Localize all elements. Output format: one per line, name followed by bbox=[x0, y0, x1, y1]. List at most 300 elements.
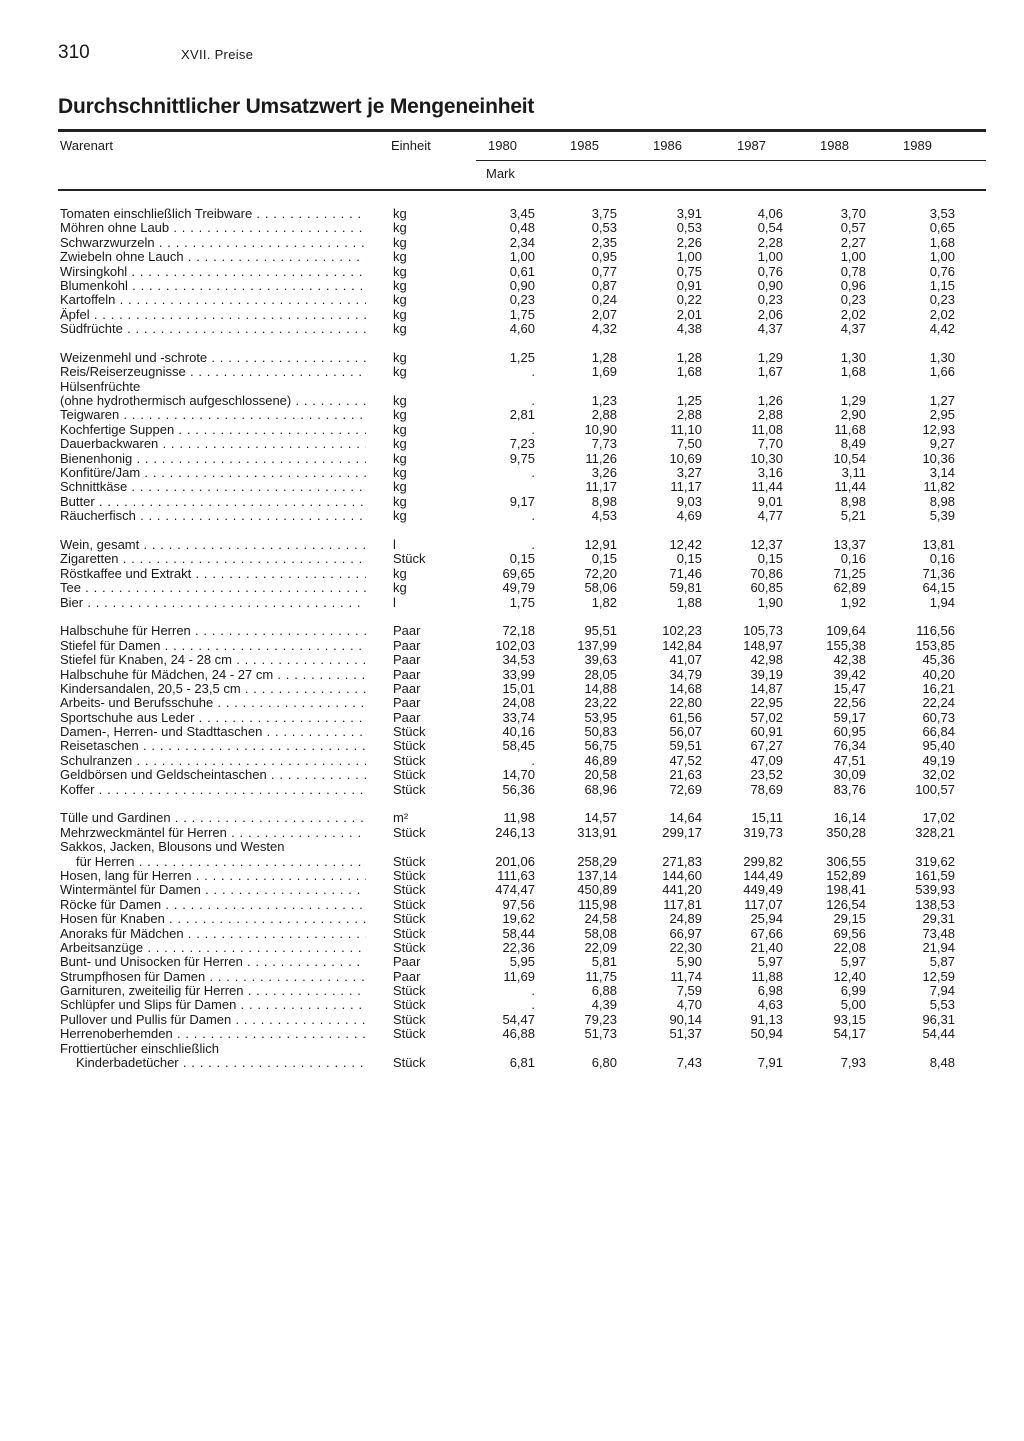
value-1986: 1,68 bbox=[676, 364, 702, 380]
value-1980: . bbox=[531, 983, 535, 999]
header-einheit: Einheit bbox=[391, 138, 431, 153]
row-label: Schlüpfer und Slips für Damen . . . bbox=[60, 998, 366, 1012]
value-1980: 1,00 bbox=[509, 249, 535, 265]
value-1989: 5,39 bbox=[929, 508, 955, 524]
value-1987: 21,40 bbox=[750, 939, 783, 955]
value-1988: 126,54 bbox=[826, 896, 866, 912]
value-1986: 71,46 bbox=[669, 565, 702, 581]
table-row bbox=[0, 452, 1024, 466]
value-1988: 0,57 bbox=[840, 220, 866, 236]
row-label: Südfrüchte . . . bbox=[60, 322, 366, 336]
table-row bbox=[0, 279, 1024, 293]
value-1985: 56,75 bbox=[584, 738, 617, 754]
value-1987: 7,91 bbox=[757, 1055, 783, 1071]
row-unit: Paar bbox=[393, 954, 421, 970]
value-1989: 0,65 bbox=[929, 220, 955, 236]
row-label: Dauerbackwaren . . . bbox=[60, 437, 366, 451]
row-label: Kochfertige Suppen . . . bbox=[60, 423, 366, 437]
value-1980: 33,74 bbox=[502, 709, 535, 725]
value-1989: 60,73 bbox=[922, 709, 955, 725]
value-1986: 7,43 bbox=[676, 1055, 702, 1071]
value-1980: 1,75 bbox=[509, 306, 535, 322]
row-unit: Stück bbox=[393, 867, 426, 883]
row-unit: Paar bbox=[393, 968, 421, 984]
value-1988: 39,42 bbox=[833, 666, 866, 682]
table-row bbox=[0, 480, 1024, 494]
value-1985: 51,73 bbox=[584, 1026, 617, 1042]
value-1986: 11,74 bbox=[670, 968, 702, 984]
row-label: Konfitüre/Jam . . . bbox=[60, 466, 366, 480]
value-1987: 25,94 bbox=[750, 911, 783, 927]
row-unit: Stück bbox=[393, 738, 426, 754]
value-1987: 47,09 bbox=[750, 752, 783, 768]
row-unit: Stück bbox=[393, 781, 426, 797]
row-label: Schulranzen . . . bbox=[60, 754, 366, 768]
section-heading: XVII. Preise bbox=[181, 47, 254, 62]
row-unit: kg bbox=[393, 321, 407, 337]
value-1985: 2,07 bbox=[591, 306, 617, 322]
table-row bbox=[0, 1027, 1024, 1041]
value-1986: 51,37 bbox=[669, 1026, 702, 1042]
header-year-1986: 1986 bbox=[653, 138, 682, 153]
value-1985: 14,57 bbox=[584, 810, 617, 826]
value-1988: 306,55 bbox=[826, 853, 866, 869]
table-row bbox=[0, 1042, 1024, 1056]
value-1980: 201,06 bbox=[495, 853, 535, 869]
value-1988: 3,11 bbox=[841, 465, 866, 481]
row-label: Äpfel . . . bbox=[60, 308, 366, 322]
table-row bbox=[0, 668, 1024, 682]
header-year-1987: 1987 bbox=[737, 138, 766, 153]
row-label: Butter . . . bbox=[60, 495, 366, 509]
value-1985: 2,35 bbox=[591, 234, 617, 250]
row-label: Damen-, Herren- und Stadttaschen . . . bbox=[60, 725, 366, 739]
row-unit: Stück bbox=[393, 911, 426, 927]
value-1980: 111,63 bbox=[497, 867, 535, 883]
table-row bbox=[0, 624, 1024, 638]
row-label: Schnittkäse . . . bbox=[60, 480, 366, 494]
value-1985: 313,91 bbox=[577, 824, 617, 840]
value-1989: 1,30 bbox=[929, 349, 955, 365]
value-1986: 2,26 bbox=[676, 234, 702, 250]
table-row bbox=[0, 207, 1024, 221]
row-unit: kg bbox=[393, 436, 407, 452]
header-mid-rule bbox=[476, 160, 986, 161]
table-row bbox=[0, 380, 1024, 394]
value-1987: 10,30 bbox=[750, 450, 783, 466]
value-1980: . bbox=[531, 393, 535, 409]
value-1985: 1,82 bbox=[591, 594, 617, 610]
group-spacer bbox=[0, 610, 1024, 624]
value-1986: 0,15 bbox=[676, 551, 702, 567]
table-row bbox=[0, 754, 1024, 768]
value-1989: 5,53 bbox=[929, 997, 955, 1013]
value-1986: 10,69 bbox=[669, 450, 702, 466]
table-row bbox=[0, 394, 1024, 408]
value-1989: 49,19 bbox=[922, 752, 955, 768]
header-year-1980: 1980 bbox=[488, 138, 517, 153]
value-1989: 1,66 bbox=[929, 364, 955, 380]
value-1985: 4,53 bbox=[591, 508, 617, 524]
row-label: Bienenhonig . . . bbox=[60, 452, 366, 466]
row-label: Hosen, lang für Herren . . . bbox=[60, 869, 366, 883]
row-label: Räucherfisch . . . bbox=[60, 509, 366, 523]
value-1987: 60,91 bbox=[750, 724, 783, 740]
group-spacer bbox=[0, 337, 1024, 351]
value-1989: 13,81 bbox=[922, 536, 955, 552]
value-1985: 0,15 bbox=[591, 551, 617, 567]
table-row bbox=[0, 970, 1024, 984]
value-1989: 73,48 bbox=[922, 925, 955, 941]
table-row bbox=[0, 711, 1024, 725]
value-1988: 5,97 bbox=[840, 954, 866, 970]
value-1987: 4,37 bbox=[757, 321, 783, 337]
row-label: Frottiertücher einschließlich bbox=[60, 1041, 219, 1056]
value-1986: 11,10 bbox=[670, 421, 702, 437]
value-1985: 46,89 bbox=[584, 752, 617, 768]
value-1980: 0,48 bbox=[509, 220, 535, 236]
value-1988: 350,28 bbox=[826, 824, 866, 840]
row-unit: kg bbox=[393, 306, 407, 322]
value-1985: 11,17 bbox=[585, 479, 617, 495]
row-label: Kartoffeln . . . bbox=[60, 293, 366, 307]
table-row bbox=[0, 639, 1024, 653]
value-1985: 12,91 bbox=[584, 536, 617, 552]
value-1987: 1,26 bbox=[757, 393, 783, 409]
row-unit: Stück bbox=[393, 824, 426, 840]
value-1980: . bbox=[531, 508, 535, 524]
table-row bbox=[0, 293, 1024, 307]
value-1980: 97,56 bbox=[502, 896, 535, 912]
row-label: Geldbörsen und Geldscheintaschen . . . bbox=[60, 768, 366, 782]
header-year-1989: 1989 bbox=[903, 138, 932, 153]
value-1989: 539,93 bbox=[915, 882, 955, 898]
value-1986: 4,70 bbox=[676, 997, 702, 1013]
value-1989: 0,76 bbox=[929, 263, 955, 279]
table-row bbox=[0, 1056, 1024, 1070]
row-unit: Paar bbox=[393, 666, 421, 682]
table-row bbox=[0, 1013, 1024, 1027]
table-row bbox=[0, 423, 1024, 437]
value-1985: 53,95 bbox=[584, 709, 617, 725]
value-1985: 4,39 bbox=[591, 997, 617, 1013]
value-1988: 4,37 bbox=[840, 321, 866, 337]
value-1986: 4,69 bbox=[676, 508, 702, 524]
value-1980: 0,15 bbox=[509, 551, 535, 567]
value-1988: 0,78 bbox=[840, 263, 866, 279]
table-row bbox=[0, 322, 1024, 336]
row-label: Reisetaschen . . . bbox=[60, 739, 366, 753]
value-1980: 2,81 bbox=[509, 407, 535, 423]
value-1989: 328,21 bbox=[915, 824, 955, 840]
value-1988: 7,93 bbox=[840, 1055, 866, 1071]
row-unit: Stück bbox=[393, 551, 426, 567]
row-unit: Stück bbox=[393, 997, 426, 1013]
value-1986: 2,88 bbox=[676, 407, 702, 423]
value-1980: 474,47 bbox=[495, 882, 535, 898]
value-1980: 0,61 bbox=[509, 263, 535, 279]
value-1987: 11,44 bbox=[751, 479, 783, 495]
value-1988: 2,90 bbox=[840, 407, 866, 423]
value-1987: 12,37 bbox=[750, 536, 783, 552]
value-1989: 16,21 bbox=[922, 680, 955, 696]
value-1985: 4,32 bbox=[591, 321, 617, 337]
value-1988: 3,70 bbox=[840, 206, 866, 221]
row-label: Strumpfhosen für Damen . . . bbox=[60, 970, 366, 984]
row-unit: Stück bbox=[393, 853, 426, 869]
row-unit: kg bbox=[393, 407, 407, 423]
value-1989: 11,82 bbox=[923, 479, 955, 495]
row-unit: Stück bbox=[393, 882, 426, 898]
value-1985: 7,73 bbox=[591, 436, 617, 452]
value-1988: 93,15 bbox=[833, 1011, 866, 1027]
value-1988: 47,51 bbox=[833, 752, 866, 768]
value-1980: . bbox=[531, 752, 535, 768]
row-unit: Stück bbox=[393, 752, 426, 768]
value-1988: 13,37 bbox=[833, 536, 866, 552]
row-label: Stiefel für Knaben, 24 - 28 cm . . . bbox=[60, 653, 366, 667]
row-label: Röcke für Damen . . . bbox=[60, 898, 366, 912]
value-1988: 155,38 bbox=[826, 637, 866, 653]
value-1980: 2,34 bbox=[509, 234, 535, 250]
value-1980: 9,75 bbox=[509, 450, 535, 466]
row-label: Kinderbadetücher . . . bbox=[76, 1056, 366, 1070]
value-1986: 1,88 bbox=[676, 594, 702, 610]
row-label: Garnituren, zweiteilig für Herren . . . bbox=[60, 984, 366, 998]
row-label: Blumenkohl . . . bbox=[60, 279, 366, 293]
table-row bbox=[0, 236, 1024, 250]
row-unit: Paar bbox=[393, 680, 421, 696]
value-1987: 1,67 bbox=[757, 364, 783, 380]
value-1980: . bbox=[531, 465, 535, 481]
value-1986: 22,80 bbox=[669, 695, 702, 711]
value-1986: 0,75 bbox=[676, 263, 702, 279]
table-row bbox=[0, 581, 1024, 595]
value-1989: 161,59 bbox=[915, 867, 955, 883]
value-1985: 22,09 bbox=[584, 939, 617, 955]
row-label: Teigwaren . . . bbox=[60, 408, 366, 422]
page-number: 310 bbox=[58, 42, 90, 63]
value-1989: 1,68 bbox=[929, 234, 955, 250]
table-row bbox=[0, 567, 1024, 581]
row-label: Arbeitsanzüge . . . bbox=[60, 941, 366, 955]
row-unit: kg bbox=[393, 465, 407, 481]
value-1987: 11,08 bbox=[751, 421, 783, 437]
row-label: Sportschuhe aus Leder . . . bbox=[60, 711, 366, 725]
row-unit: kg bbox=[393, 263, 407, 279]
value-1986: 59,51 bbox=[669, 738, 702, 754]
value-1987: 449,49 bbox=[743, 882, 783, 898]
value-1989: 0,23 bbox=[929, 292, 955, 308]
row-unit: kg bbox=[393, 349, 407, 365]
row-label: Wirsingkohl . . . bbox=[60, 265, 366, 279]
value-1989: 45,36 bbox=[922, 652, 955, 668]
value-1987: 50,94 bbox=[750, 1026, 783, 1042]
table-row bbox=[0, 552, 1024, 566]
table-row bbox=[0, 250, 1024, 264]
value-1987: 2,88 bbox=[757, 407, 783, 423]
value-1988: 109,64 bbox=[826, 623, 866, 639]
value-1989: 3,53 bbox=[929, 206, 955, 221]
header-year-1988: 1988 bbox=[820, 138, 849, 153]
row-unit: Paar bbox=[393, 695, 421, 711]
value-1980: 6,81 bbox=[509, 1055, 535, 1071]
table-row bbox=[0, 998, 1024, 1012]
value-1989: 0,16 bbox=[929, 551, 955, 567]
value-1987: 148,97 bbox=[743, 637, 783, 653]
value-1989: 8,48 bbox=[929, 1055, 955, 1071]
value-1988: 1,29 bbox=[840, 393, 866, 409]
value-1985: 24,58 bbox=[584, 911, 617, 927]
value-1980: 1,75 bbox=[509, 594, 535, 610]
value-1980: 0,23 bbox=[509, 292, 535, 308]
value-1987: 22,95 bbox=[750, 695, 783, 711]
value-1989: 10,36 bbox=[922, 450, 955, 466]
value-1980: 102,03 bbox=[495, 637, 535, 653]
value-1989: 4,42 bbox=[929, 321, 955, 337]
value-1985: 28,05 bbox=[584, 666, 617, 682]
data-table bbox=[0, 207, 1024, 1070]
value-1988: 11,44 bbox=[834, 479, 866, 495]
row-label: Reis/Reiserzeugnisse . . . bbox=[60, 365, 366, 379]
row-label: Röstkaffee und Extrakt . . . bbox=[60, 567, 366, 581]
value-1980: 9,17 bbox=[509, 493, 535, 509]
value-1986: 21,63 bbox=[669, 767, 702, 783]
row-label: Wintermäntel für Damen . . . bbox=[60, 883, 366, 897]
table-row bbox=[0, 365, 1024, 379]
value-1989: 95,40 bbox=[922, 738, 955, 754]
value-1987: 14,87 bbox=[750, 680, 783, 696]
row-label: Möhren ohne Laub . . . bbox=[60, 221, 366, 235]
value-1980: 40,16 bbox=[502, 724, 535, 740]
value-1980: 34,53 bbox=[502, 652, 535, 668]
row-unit: kg bbox=[393, 565, 407, 581]
value-1989: 21,94 bbox=[922, 939, 955, 955]
value-1986: 59,81 bbox=[669, 580, 702, 596]
row-unit: kg bbox=[393, 393, 407, 409]
value-1985: 0,53 bbox=[591, 220, 617, 236]
value-1988: 11,68 bbox=[834, 421, 866, 437]
header-bottom-rule bbox=[58, 189, 986, 191]
value-1985: 14,88 bbox=[584, 680, 617, 696]
value-1985: 0,95 bbox=[591, 249, 617, 265]
value-1986: 5,90 bbox=[676, 954, 702, 970]
group-spacer bbox=[0, 797, 1024, 811]
value-1985: 0,77 bbox=[591, 263, 617, 279]
value-1980: 46,88 bbox=[502, 1026, 535, 1042]
value-1987: 3,16 bbox=[757, 465, 783, 481]
table-row bbox=[0, 351, 1024, 365]
value-1987: 4,77 bbox=[757, 508, 783, 524]
value-1986: 7,59 bbox=[676, 983, 702, 999]
value-1980: 72,18 bbox=[502, 623, 535, 639]
header-warenart: Warenart bbox=[60, 138, 113, 153]
row-label: Halbschuhe für Mädchen, 24 - 27 cm . . . bbox=[60, 668, 366, 682]
value-1987: 2,06 bbox=[757, 306, 783, 322]
table-row bbox=[0, 466, 1024, 480]
value-1980: 56,36 bbox=[502, 781, 535, 797]
value-1986: 102,23 bbox=[662, 623, 702, 639]
value-1986: 1,25 bbox=[676, 393, 702, 409]
value-1989: 319,62 bbox=[915, 853, 955, 869]
value-1985: 6,88 bbox=[591, 983, 617, 999]
row-label: Koffer . . . bbox=[60, 783, 366, 797]
value-1980: 54,47 bbox=[502, 1011, 535, 1027]
row-label: Zigaretten . . . bbox=[60, 552, 366, 566]
table-row bbox=[0, 221, 1024, 235]
value-1986: 0,22 bbox=[676, 292, 702, 308]
value-1985: 95,51 bbox=[584, 623, 617, 639]
row-label: Anoraks für Mädchen . . . bbox=[60, 927, 366, 941]
table-row bbox=[0, 437, 1024, 451]
value-1989: 40,20 bbox=[922, 666, 955, 682]
value-1987: 319,73 bbox=[743, 824, 783, 840]
value-1989: 12,93 bbox=[922, 421, 955, 437]
row-label: Weizenmehl und -schrote . . . bbox=[60, 351, 366, 365]
row-unit: kg bbox=[393, 249, 407, 265]
value-1987: 23,52 bbox=[750, 767, 783, 783]
value-1986: 14,68 bbox=[669, 680, 702, 696]
value-1987: 0,90 bbox=[757, 277, 783, 293]
value-1980: . bbox=[531, 997, 535, 1013]
row-unit: Stück bbox=[393, 724, 426, 740]
value-1985: 6,80 bbox=[591, 1055, 617, 1071]
value-1980: 22,36 bbox=[502, 939, 535, 955]
value-1988: 1,92 bbox=[840, 594, 866, 610]
value-1988: 69,56 bbox=[833, 925, 866, 941]
value-1988: 2,02 bbox=[840, 306, 866, 322]
value-1985: 115,98 bbox=[578, 896, 617, 912]
value-1988: 76,34 bbox=[833, 738, 866, 754]
value-1986: 12,42 bbox=[669, 536, 702, 552]
value-1989: 2,95 bbox=[929, 407, 955, 423]
table-row bbox=[0, 495, 1024, 509]
table-row bbox=[0, 898, 1024, 912]
value-1987: 42,98 bbox=[750, 652, 783, 668]
row-unit: kg bbox=[393, 292, 407, 308]
value-1989: 5,87 bbox=[929, 954, 955, 970]
value-1989: 100,57 bbox=[915, 781, 955, 797]
value-1985: 20,58 bbox=[584, 767, 617, 783]
table-row bbox=[0, 855, 1024, 869]
value-1987: 11,88 bbox=[751, 968, 783, 984]
value-1989: 1,00 bbox=[929, 249, 955, 265]
value-1989: 32,02 bbox=[922, 767, 955, 783]
row-unit: Stück bbox=[393, 1055, 426, 1071]
value-1980: 58,45 bbox=[502, 738, 535, 754]
value-1987: 9,01 bbox=[757, 493, 783, 509]
value-1987: 0,23 bbox=[757, 292, 783, 308]
value-1988: 83,76 bbox=[833, 781, 866, 797]
value-1987: 39,19 bbox=[750, 666, 783, 682]
value-1987: 15,11 bbox=[751, 810, 783, 826]
row-unit: Stück bbox=[393, 925, 426, 941]
value-1988: 8,98 bbox=[840, 493, 866, 509]
value-1987: 60,85 bbox=[750, 580, 783, 596]
value-1987: 67,66 bbox=[750, 925, 783, 941]
value-1980: . bbox=[531, 364, 535, 380]
value-1986: 61,56 bbox=[669, 709, 702, 725]
table-row bbox=[0, 783, 1024, 797]
value-1988: 60,95 bbox=[833, 724, 866, 740]
value-1986: 41,07 bbox=[669, 652, 702, 668]
value-1986: 0,91 bbox=[676, 277, 702, 293]
page-title: Durchschnittlicher Umsatzwert je Mengeneinheit bbox=[58, 95, 535, 118]
value-1980: 4,60 bbox=[509, 321, 535, 337]
value-1985: 68,96 bbox=[584, 781, 617, 797]
value-1987: 117,07 bbox=[744, 896, 783, 912]
value-1987: 1,90 bbox=[757, 594, 783, 610]
